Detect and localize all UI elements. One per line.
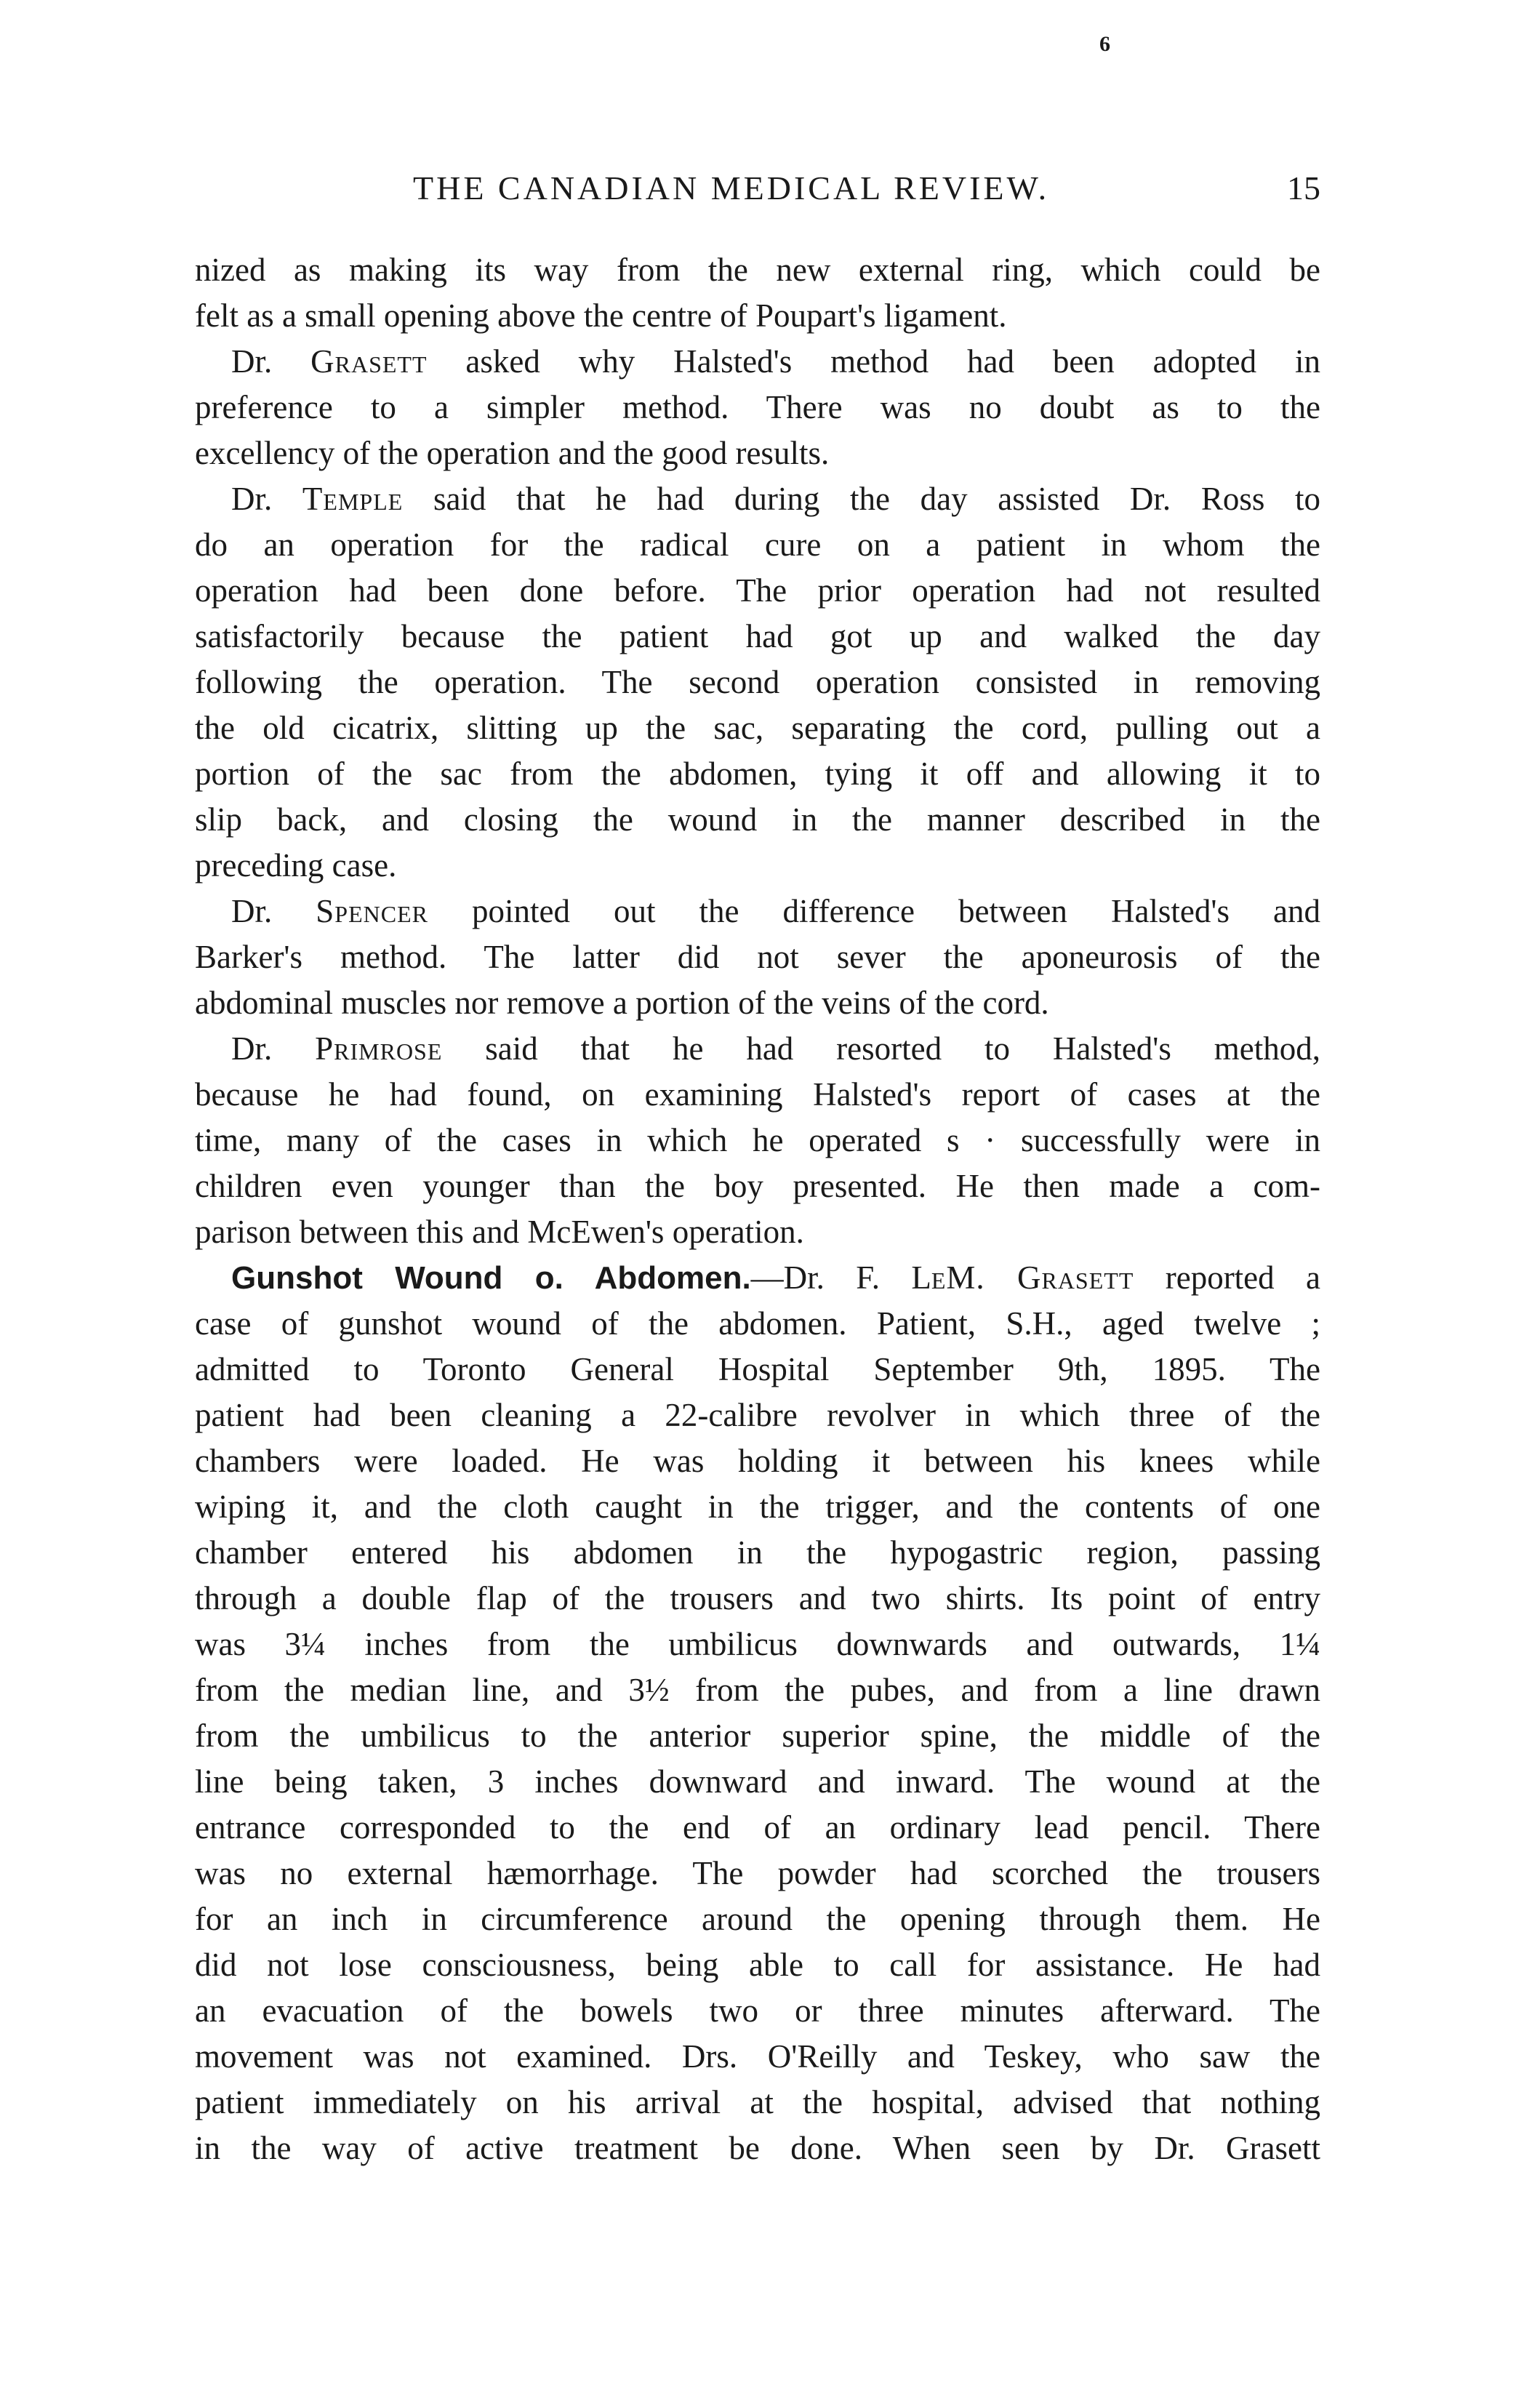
text-line: an evacuation of the bowels two or three minutes afterward. The [195, 1992, 1320, 2029]
speaker-name: Temple [302, 481, 404, 517]
text-line: because he had found, on examining Halsted's report of cases at the [195, 1076, 1320, 1113]
text-line: abdominal muscles nor remove a portion of the veins of the cord. [195, 985, 1049, 1021]
corner-mark: 6 [1099, 32, 1110, 56]
running-head [195, 169, 1320, 212]
text-line: for an inch in circumference around the opening through them. He [195, 1901, 1320, 1937]
text-line: Dr. Primrose said that he had resorted to Halsted's method, [231, 1030, 1321, 1067]
text-line [195, 2171, 1320, 2217]
text-line: preceding case. [195, 847, 397, 884]
text-line: entrance corresponded to the end of an ordinary lead pencil. There [195, 1809, 1320, 1846]
text-line: from the median line, and 3½ from the pubes, and from a line drawn [195, 1672, 1320, 1708]
section-heading: Gunshot Wound o. Abdomen. [231, 1260, 751, 1296]
text-line: was no external hæmorrhage. The powder had scorched the trousers [195, 1855, 1320, 1891]
text-line: movement was not examined. Drs. O'Reilly and Teskey, who saw the [195, 2038, 1320, 2075]
page-number: 15 [1287, 169, 1320, 207]
journal-title: THE CANADIAN MEDICAL REVIEW. [413, 169, 1050, 207]
text-line: time, many of the cases in which he operated s · successfully were in [195, 1122, 1320, 1158]
text-line: wiping it, and the cloth caught in the trigger, and the contents of one [195, 1489, 1320, 1525]
text-line: slip back, and closing the wound in the manner described in the [195, 801, 1320, 838]
text-line: satisfactorily because the patient had got up and walked the day [195, 618, 1320, 654]
text-line: Barker's method. The latter did not sever the aponeurosis of the [195, 939, 1320, 975]
text-line: line being taken, 3 inches downward and inward. The wound at the [195, 1763, 1320, 1800]
text-line: Gunshot Wound o. Abdomen.—Dr. F. LeM. Grasett reported a [231, 1259, 1320, 1296]
text-line: case of gunshot wound of the abdomen. Patient, S.H., aged twelve ; [195, 1305, 1320, 1342]
text-line: following the operation. The second operation consisted in removing [195, 664, 1320, 700]
text-line: Dr. Grasett asked why Halsted's method had been adopted in [231, 343, 1321, 380]
text-line: from the umbilicus to the anterior superior spine, the middle of the [195, 1718, 1320, 1754]
text-line: nized as making its way from the new external ring, which could be [195, 252, 1320, 288]
text-line: patient immediately on his arrival at the hospital, advised that nothing [195, 2084, 1320, 2120]
speaker-name: Primrose [315, 1030, 443, 1067]
text-line: preference to a simpler method. There was no doubt as to the [195, 389, 1320, 425]
text-line: felt as a small opening above the centre of Poupart's ligament. [195, 297, 1007, 334]
text-line: was 3¼ inches from the umbilicus downwards and outwards, 1¼ [195, 1626, 1320, 1662]
text-line: Dr. Temple said that he had during the day assisted Dr. Ross to [231, 481, 1321, 517]
text-line: chambers were loaded. He was holding it between his knees while [195, 1443, 1320, 1479]
text-line: the old cicatrix, slitting up the sac, separating the cord, pulling out a [195, 710, 1320, 746]
text-line: operation had been done before. The prior operation had not resulted [195, 572, 1320, 609]
text-line: parison between this and McEwen's operation. [195, 1214, 804, 1250]
text-line: do an operation for the radical cure on a patient in whom the [195, 526, 1320, 563]
text-line: portion of the sac from the abdomen, tying it off and allowing it to [195, 756, 1320, 792]
text-line: Dr. Spencer pointed out the difference between Halsted's and [231, 893, 1321, 929]
speaker-name: Grasett [310, 343, 428, 380]
text-line: in the way of active treatment be done. When seen by Dr. Grasett [195, 2130, 1320, 2166]
text-line: chamber entered his abdomen in the hypogastric region, passing [195, 1534, 1320, 1571]
text-line: through a double flap of the trousers and two shirts. Its point of entry [195, 1580, 1320, 1616]
text-line: children even younger than the boy presented. He then made a com- [195, 1168, 1320, 1204]
author-name: eM. Grasett [931, 1259, 1134, 1296]
text-line: did not lose consciousness, being able to call for assistance. He had [195, 1947, 1320, 1983]
speaker-name: Spencer [316, 893, 428, 929]
body-text [195, 247, 1320, 2217]
text-line: excellency of the operation and the good results. [195, 435, 830, 471]
text-line: admitted to Toronto General Hospital September 9th, 1895. The [195, 1351, 1320, 1387]
text-line: patient had been cleaning a 22-calibre revolver in which three of the [195, 1397, 1320, 1433]
